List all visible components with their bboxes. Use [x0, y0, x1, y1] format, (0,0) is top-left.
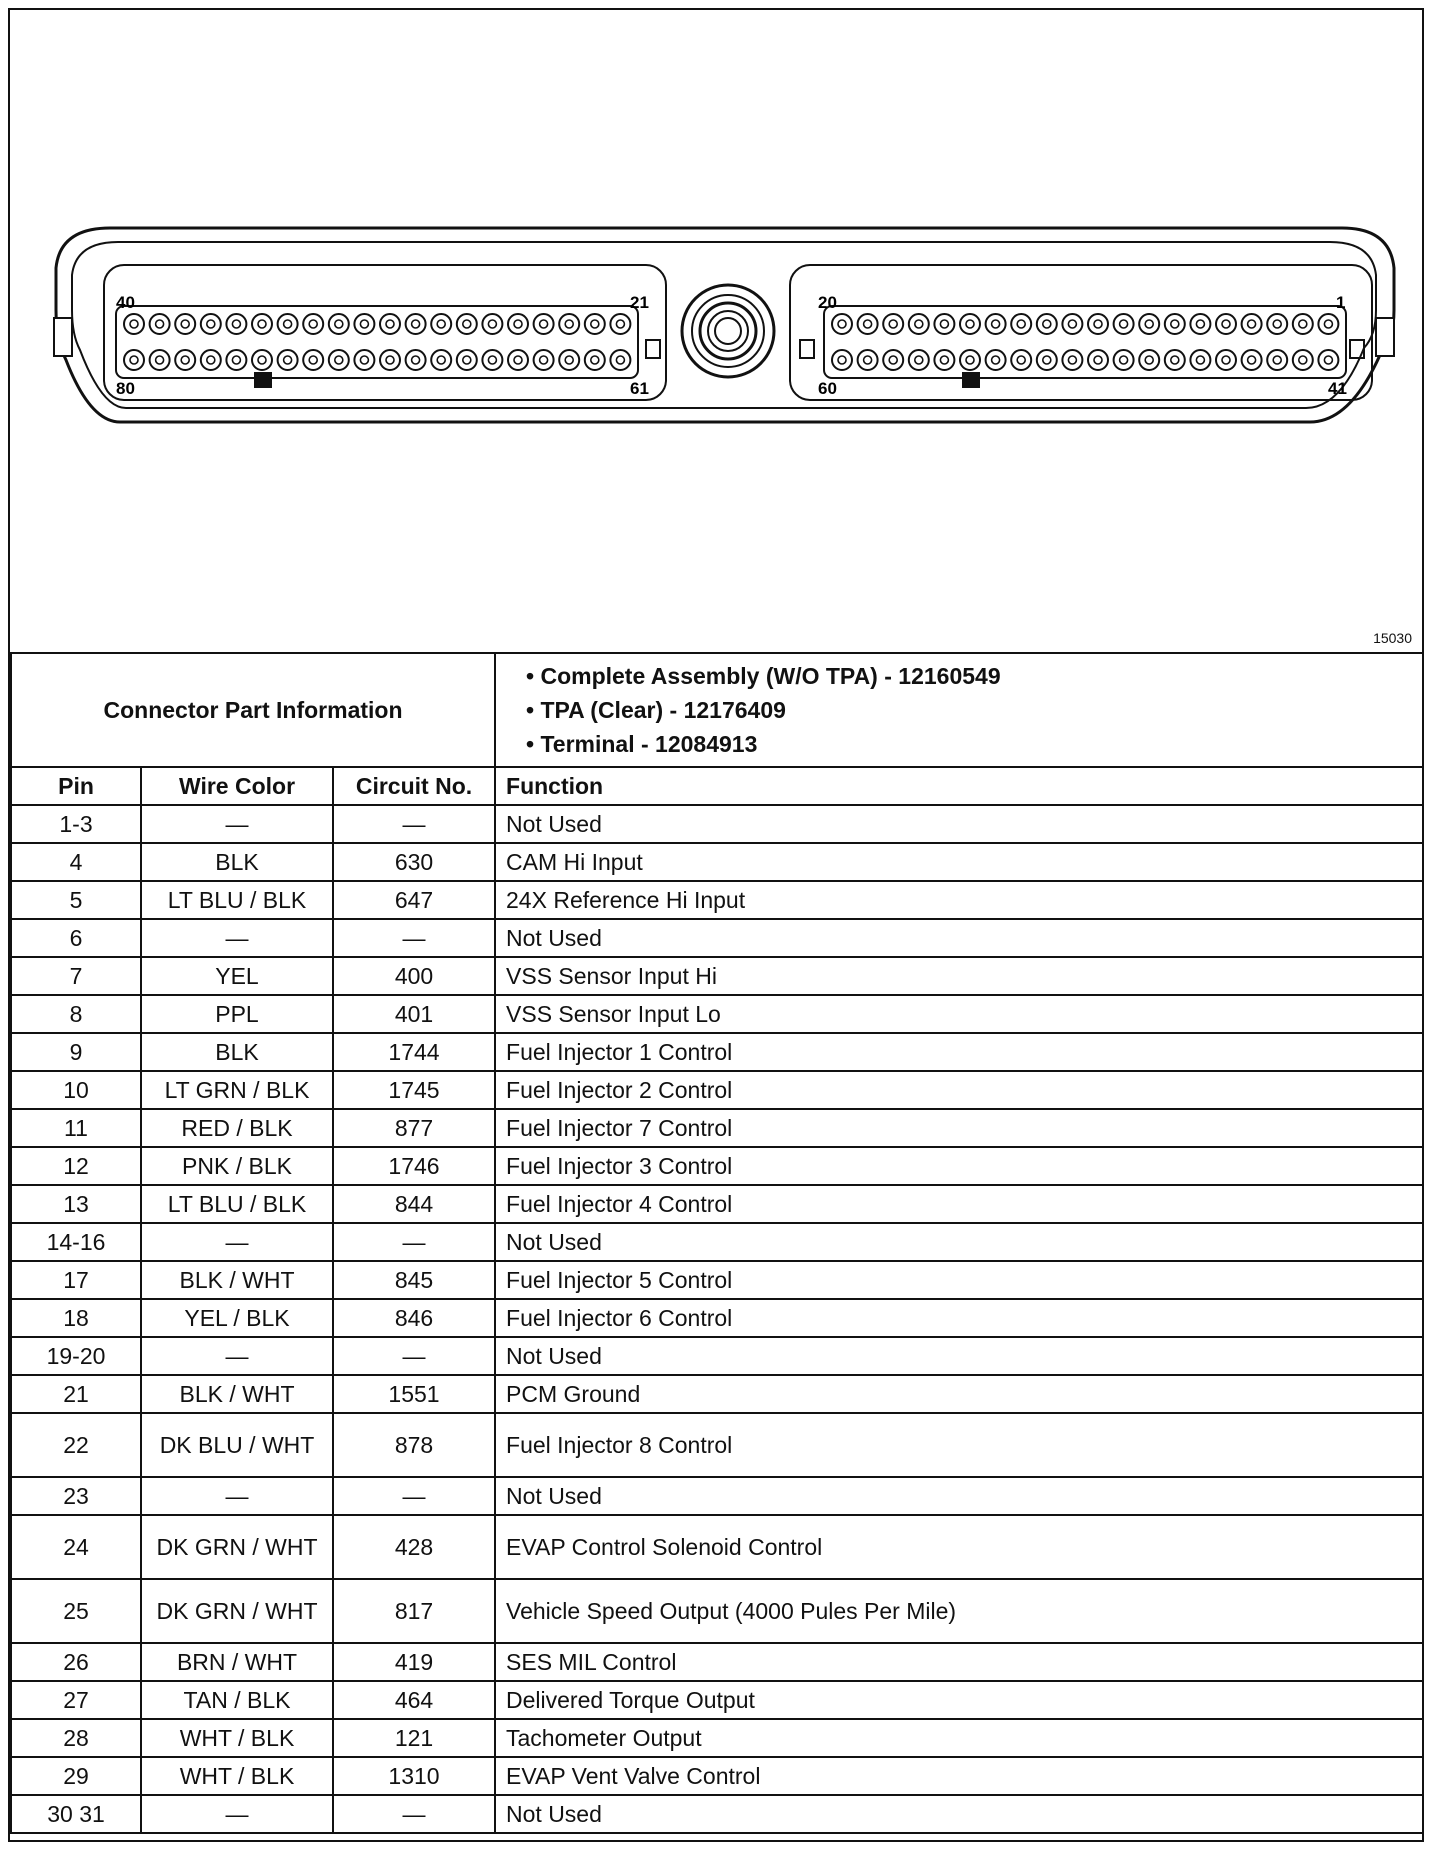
table-row: [11, 881, 1423, 919]
pin-hole: [534, 350, 554, 370]
table-row: [11, 1109, 1423, 1147]
pin-hole: [1267, 314, 1287, 334]
right-polarity-key: [962, 372, 980, 388]
table-row: [11, 1681, 1423, 1719]
right-side-tab: [1376, 318, 1394, 356]
pin-hole: [482, 350, 502, 370]
cell-circuit-no: —: [333, 1337, 495, 1375]
cell-pin: 25: [11, 1579, 141, 1643]
cell-pin: 21: [11, 1375, 141, 1413]
left-pin-tab: [646, 340, 660, 358]
cell-wire-color: BLK: [141, 843, 333, 881]
pin-hole: [1088, 350, 1108, 370]
pin-label-60: 60: [818, 379, 837, 398]
left-polarity-key: [254, 372, 272, 388]
cell-wire-color: DK GRN / WHT: [141, 1579, 333, 1643]
left-side-tab: [54, 318, 72, 356]
pin-hole: [1139, 314, 1159, 334]
pin-hole: [585, 314, 605, 334]
table-row: [11, 1299, 1423, 1337]
cell-pin: 17: [11, 1261, 141, 1299]
cell-function: Fuel Injector 1 Control: [495, 1033, 1423, 1071]
pin-hole: [201, 350, 221, 370]
pin-label-21: 21: [630, 293, 649, 312]
pin-hole: [1190, 350, 1210, 370]
table-row: [11, 843, 1423, 881]
pin-hole: [380, 350, 400, 370]
cell-pin: 7: [11, 957, 141, 995]
cell-function: Not Used: [495, 1337, 1423, 1375]
cell-function: Fuel Injector 7 Control: [495, 1109, 1423, 1147]
cell-pin: 10: [11, 1071, 141, 1109]
pin-hole: [508, 350, 528, 370]
cell-circuit-no: —: [333, 1223, 495, 1261]
pin-hole: [1318, 314, 1338, 334]
pin-hole: [124, 314, 144, 334]
pin-hole: [610, 350, 630, 370]
cell-function: Vehicle Speed Output (4000 Pules Per Mile): [495, 1579, 1423, 1643]
cell-pin: 22: [11, 1413, 141, 1477]
pin-label-41: 41: [1328, 379, 1347, 398]
cell-circuit-no: 1551: [333, 1375, 495, 1413]
pin-hole: [508, 314, 528, 334]
pin-hole: [303, 350, 323, 370]
pin-label-40: 40: [116, 293, 135, 312]
cell-pin: 11: [11, 1109, 141, 1147]
cell-circuit-no: 846: [333, 1299, 495, 1337]
pin-hole: [883, 350, 903, 370]
left-pin-array: [124, 314, 630, 370]
pin-hole: [1011, 314, 1031, 334]
pin-hole: [278, 314, 298, 334]
cell-pin: 26: [11, 1643, 141, 1681]
table-row: [11, 1337, 1423, 1375]
pin-label-61: 61: [630, 379, 649, 398]
part-info-label: Connector Part Information: [11, 653, 495, 767]
table-row: [11, 1261, 1423, 1299]
pin-hole: [201, 314, 221, 334]
left-pin-field: [116, 306, 638, 378]
cell-pin: 29: [11, 1757, 141, 1795]
cell-circuit-no: 878: [333, 1413, 495, 1477]
pin-hole: [883, 314, 903, 334]
pin-label-80: 80: [116, 379, 135, 398]
cell-circuit-no: —: [333, 1795, 495, 1833]
pin-hole: [1037, 314, 1057, 334]
cell-function: Fuel Injector 2 Control: [495, 1071, 1423, 1109]
pin-hole: [858, 350, 878, 370]
cell-wire-color: LT BLU / BLK: [141, 1185, 333, 1223]
cell-circuit-no: 630: [333, 843, 495, 881]
cell-wire-color: TAN / BLK: [141, 1681, 333, 1719]
table-row: [11, 805, 1423, 843]
pin-hole: [226, 350, 246, 370]
cell-pin: 24: [11, 1515, 141, 1579]
right-pin-tab: [800, 340, 814, 358]
pin-label-1: 1: [1336, 293, 1346, 312]
document-sheet: [8, 8, 1424, 1842]
pin-hole: [960, 314, 980, 334]
header-function: Function: [495, 767, 1423, 805]
cell-wire-color: BLK: [141, 1033, 333, 1071]
cell-circuit-no: 464: [333, 1681, 495, 1719]
cell-wire-color: —: [141, 1477, 333, 1515]
pin-hole: [934, 350, 954, 370]
cell-circuit-no: 1746: [333, 1147, 495, 1185]
cell-wire-color: —: [141, 1337, 333, 1375]
cell-circuit-no: 844: [333, 1185, 495, 1223]
connector-diagram: [10, 10, 1422, 652]
cell-wire-color: DK GRN / WHT: [141, 1515, 333, 1579]
cell-circuit-no: 1745: [333, 1071, 495, 1109]
cell-function: 24X Reference Hi Input: [495, 881, 1423, 919]
cell-pin: 18: [11, 1299, 141, 1337]
pin-hole: [431, 314, 451, 334]
cell-circuit-no: 428: [333, 1515, 495, 1579]
cell-wire-color: LT BLU / BLK: [141, 881, 333, 919]
pin-hole: [1318, 350, 1338, 370]
table-row: [11, 1223, 1423, 1261]
pin-hole: [1293, 350, 1313, 370]
table-row: [11, 1719, 1423, 1757]
cell-pin: 23: [11, 1477, 141, 1515]
cell-pin: 12: [11, 1147, 141, 1185]
pin-hole: [559, 350, 579, 370]
table-row: [11, 1071, 1423, 1109]
pin-hole: [457, 350, 477, 370]
cell-pin: 30 31: [11, 1795, 141, 1833]
pin-hole: [1114, 350, 1134, 370]
cell-wire-color: BRN / WHT: [141, 1643, 333, 1681]
pin-hole: [124, 350, 144, 370]
cell-function: Not Used: [495, 1223, 1423, 1261]
table-row: [11, 995, 1423, 1033]
table-row: [11, 1185, 1423, 1223]
table-row: [11, 1795, 1423, 1833]
cell-circuit-no: 121: [333, 1719, 495, 1757]
table-row: [11, 957, 1423, 995]
center-bolt-icon: [682, 285, 774, 377]
cell-function: PCM Ground: [495, 1375, 1423, 1413]
pin-hole: [1011, 350, 1031, 370]
part-info-item: • Complete Assembly (W/O TPA) - 12160549: [526, 663, 1001, 689]
cell-wire-color: —: [141, 1223, 333, 1261]
pin-hole: [858, 314, 878, 334]
pin-hole: [832, 314, 852, 334]
cell-circuit-no: —: [333, 1477, 495, 1515]
pin-hole: [559, 314, 579, 334]
cell-circuit-no: 401: [333, 995, 495, 1033]
cell-wire-color: LT GRN / BLK: [141, 1071, 333, 1109]
pin-hole: [329, 314, 349, 334]
pin-hole: [226, 314, 246, 334]
pin-hole: [406, 314, 426, 334]
pin-hole: [1242, 350, 1262, 370]
cell-pin: 19-20: [11, 1337, 141, 1375]
pin-hole: [1062, 314, 1082, 334]
table-row: [11, 1579, 1423, 1643]
pin-hole: [354, 314, 374, 334]
pin-hole: [1242, 314, 1262, 334]
cell-circuit-no: 647: [333, 881, 495, 919]
cell-function: Fuel Injector 3 Control: [495, 1147, 1423, 1185]
right-pin-field: [824, 306, 1346, 378]
cell-function: EVAP Control Solenoid Control: [495, 1515, 1423, 1579]
cell-wire-color: PPL: [141, 995, 333, 1033]
pin-hole: [1037, 350, 1057, 370]
cell-wire-color: RED / BLK: [141, 1109, 333, 1147]
cell-function: CAM Hi Input: [495, 843, 1423, 881]
pin-hole: [150, 350, 170, 370]
cell-pin: 1-3: [11, 805, 141, 843]
cell-pin: 13: [11, 1185, 141, 1223]
pin-hole: [832, 350, 852, 370]
header-pin: Pin: [11, 767, 141, 805]
cell-wire-color: —: [141, 1795, 333, 1833]
pin-hole: [431, 350, 451, 370]
pin-hole: [934, 314, 954, 334]
cell-wire-color: BLK / WHT: [141, 1375, 333, 1413]
cell-pin: 14-16: [11, 1223, 141, 1261]
cell-function: Fuel Injector 6 Control: [495, 1299, 1423, 1337]
pin-hole: [175, 314, 195, 334]
cell-function: Not Used: [495, 805, 1423, 843]
table-row: [11, 1643, 1423, 1681]
cell-pin: 8: [11, 995, 141, 1033]
table-row: [11, 1477, 1423, 1515]
cell-circuit-no: —: [333, 805, 495, 843]
cell-circuit-no: 1744: [333, 1033, 495, 1071]
cell-function: Not Used: [495, 1477, 1423, 1515]
pin-hole: [1062, 350, 1082, 370]
pin-hole: [278, 350, 298, 370]
cell-wire-color: YEL: [141, 957, 333, 995]
cell-circuit-no: 877: [333, 1109, 495, 1147]
pin-hole: [252, 350, 272, 370]
pin-label-20: 20: [818, 293, 837, 312]
cell-function: Fuel Injector 8 Control: [495, 1413, 1423, 1477]
table-row: [11, 1757, 1423, 1795]
part-info-row: [11, 653, 1423, 767]
table-row: [11, 1413, 1423, 1477]
table-row: [11, 1515, 1423, 1579]
header-circuit-no: Circuit No.: [333, 767, 495, 805]
cell-function: Fuel Injector 4 Control: [495, 1185, 1423, 1223]
pin-hole: [1139, 350, 1159, 370]
cell-function: Delivered Torque Output: [495, 1681, 1423, 1719]
pin-hole: [1114, 314, 1134, 334]
table-header-row: [11, 767, 1423, 805]
cell-circuit-no: 817: [333, 1579, 495, 1643]
cell-wire-color: BLK / WHT: [141, 1261, 333, 1299]
cell-wire-color: —: [141, 919, 333, 957]
pin-hole: [534, 314, 554, 334]
table-row: [11, 1375, 1423, 1413]
cell-pin: 28: [11, 1719, 141, 1757]
right-pin-block: [790, 265, 1372, 400]
cell-pin: 27: [11, 1681, 141, 1719]
pin-hole: [354, 350, 374, 370]
cell-circuit-no: 400: [333, 957, 495, 995]
figure-number: 15030: [1373, 630, 1412, 646]
cell-wire-color: YEL / BLK: [141, 1299, 333, 1337]
cell-wire-color: WHT / BLK: [141, 1719, 333, 1757]
pin-hole: [252, 314, 272, 334]
pin-hole: [1216, 350, 1236, 370]
cell-pin: 9: [11, 1033, 141, 1071]
pin-hole: [585, 350, 605, 370]
pin-hole: [1088, 314, 1108, 334]
pin-hole: [909, 314, 929, 334]
pin-hole: [457, 314, 477, 334]
table-row: [11, 1033, 1423, 1071]
pin-hole: [1293, 314, 1313, 334]
cell-function: Not Used: [495, 919, 1423, 957]
table-row: [11, 919, 1423, 957]
part-info-item: • Terminal - 12084913: [526, 731, 758, 757]
cell-function: SES MIL Control: [495, 1643, 1423, 1681]
cell-pin: 4: [11, 843, 141, 881]
pin-hole: [909, 350, 929, 370]
pin-hole: [329, 350, 349, 370]
pin-hole: [482, 314, 502, 334]
cell-function: VSS Sensor Input Lo: [495, 995, 1423, 1033]
pin-hole: [610, 314, 630, 334]
cell-function: Not Used: [495, 1795, 1423, 1833]
pin-hole: [1165, 314, 1185, 334]
cell-circuit-no: 1310: [333, 1757, 495, 1795]
pin-hole: [1165, 350, 1185, 370]
connector-table: [10, 652, 1424, 1834]
pin-hole: [406, 350, 426, 370]
cell-wire-color: PNK / BLK: [141, 1147, 333, 1185]
pin-hole: [986, 314, 1006, 334]
cell-wire-color: —: [141, 805, 333, 843]
cell-pin: 5: [11, 881, 141, 919]
connector-figure: [10, 10, 1422, 654]
pin-hole: [380, 314, 400, 334]
table-row: [11, 1147, 1423, 1185]
cell-function: VSS Sensor Input Hi: [495, 957, 1423, 995]
cell-circuit-no: —: [333, 919, 495, 957]
part-info-list: [495, 653, 1423, 767]
pin-hole: [150, 314, 170, 334]
cell-wire-color: WHT / BLK: [141, 1757, 333, 1795]
cell-circuit-no: 845: [333, 1261, 495, 1299]
right-pin-array: [832, 314, 1338, 370]
pin-hole: [1267, 350, 1287, 370]
cell-function: Tachometer Output: [495, 1719, 1423, 1757]
pin-hole: [303, 314, 323, 334]
cell-function: EVAP Vent Valve Control: [495, 1757, 1423, 1795]
cell-circuit-no: 419: [333, 1643, 495, 1681]
pin-hole: [960, 350, 980, 370]
part-info-item: • TPA (Clear) - 12176409: [526, 697, 786, 723]
header-wire-color: Wire Color: [141, 767, 333, 805]
pin-hole: [175, 350, 195, 370]
cell-function: Fuel Injector 5 Control: [495, 1261, 1423, 1299]
pin-hole: [1190, 314, 1210, 334]
cell-wire-color: DK BLU / WHT: [141, 1413, 333, 1477]
pin-hole: [1216, 314, 1236, 334]
pin-hole: [986, 350, 1006, 370]
cell-pin: 6: [11, 919, 141, 957]
